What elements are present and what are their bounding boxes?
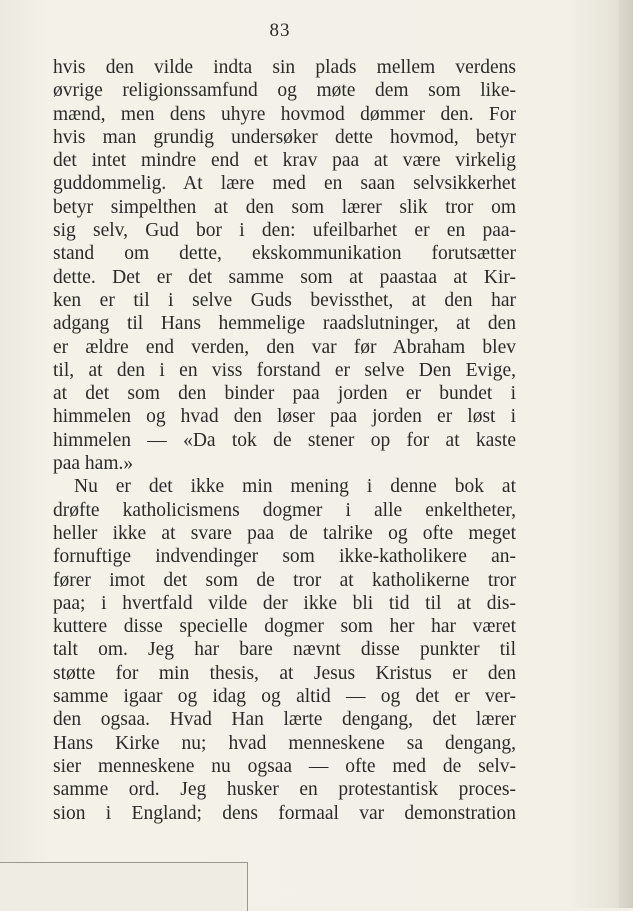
text-line: talt om. Jeg har bare nævnt disse punkter til	[53, 639, 516, 661]
text-line: fører imot det som de tror at katholikerne tror	[53, 569, 516, 591]
text-line: sier menneskene nu ogsaa — ofte med de selv-	[53, 755, 516, 777]
text-line: dette. Det er det samme som at paastaa at Kir-	[53, 266, 516, 288]
text-line: fornuftige indvendinger som ikke-katholikere an-	[53, 546, 516, 568]
text-line: sion i England; dens formaal var demonstration	[53, 802, 516, 824]
text-line: Nu er det ikke min mening i denne bok at	[74, 476, 516, 498]
text-line: paa; i hvertfald vilde der ikke bli tid til at dis-	[53, 592, 516, 614]
text-line: det intet mindre end et krav paa at være virkelig	[53, 150, 516, 172]
text-line: øvrige religionssamfund og møte dem som like-	[53, 80, 516, 102]
text-line: hvis man grundig undersøker dette hovmod, betyr	[53, 126, 516, 148]
bottom-corner-frame	[0, 862, 248, 911]
text-line: er ældre end verden, den var før Abraham blev	[53, 336, 516, 358]
text-line: heller ikke at svare paa de talrike og ofte meget	[53, 522, 516, 544]
text-line: mænd, men dens uhyre hovmod dømmer den. For	[53, 103, 516, 125]
page-edge-shadow	[619, 0, 633, 908]
body-text	[53, 56, 516, 825]
text-line: støtte for min thesis, at Jesus Kristus er den	[53, 662, 516, 684]
text-line: til, at den i en viss forstand er selve Den Evige,	[53, 359, 516, 381]
text-line: ken er til i selve Guds bevissthet, at den har	[53, 289, 516, 311]
text-line: drøfte katholicismens dogmer i alle enkeltheter,	[53, 499, 516, 521]
text-line: hvis den vilde indta sin plads mellem verdens	[53, 57, 516, 78]
text-line: Hans Kirke nu; hvad menneskene sa dengang,	[53, 732, 516, 754]
text-line: betyr simpelthen at den som lærer slik tror om	[53, 196, 516, 218]
text-line: den ogsaa. Hvad Han lærte dengang, det lærer	[53, 709, 516, 731]
text-line: himmelen — «Da tok de stener op for at kaste	[53, 429, 516, 451]
text-line: adgang til Hans hemmelige raadslutninger, at den	[53, 313, 516, 335]
page-number: 83	[269, 20, 291, 41]
text-line: at det som den binder paa jorden er bundet i	[53, 383, 516, 405]
text-line: samme ord. Jeg husker en protestantisk proces-	[53, 779, 516, 801]
text-line: guddommelig. At lære med en saan selvsikkerhet	[53, 173, 516, 195]
text-line: samme igaar og idag og altid — og det er ver-	[53, 686, 516, 708]
text-line: kuttere disse specielle dogmer som her har været	[53, 616, 516, 638]
text-line: sig selv, Gud bor i den: ufeilbarhet er en paa-	[53, 220, 516, 242]
text-line: stand om dette, ekskommunikation forutsætter	[53, 243, 516, 265]
text-line: paa ham.»	[53, 453, 134, 475]
text-line: himmelen og hvad den løser paa jorden er løst i	[53, 406, 516, 428]
